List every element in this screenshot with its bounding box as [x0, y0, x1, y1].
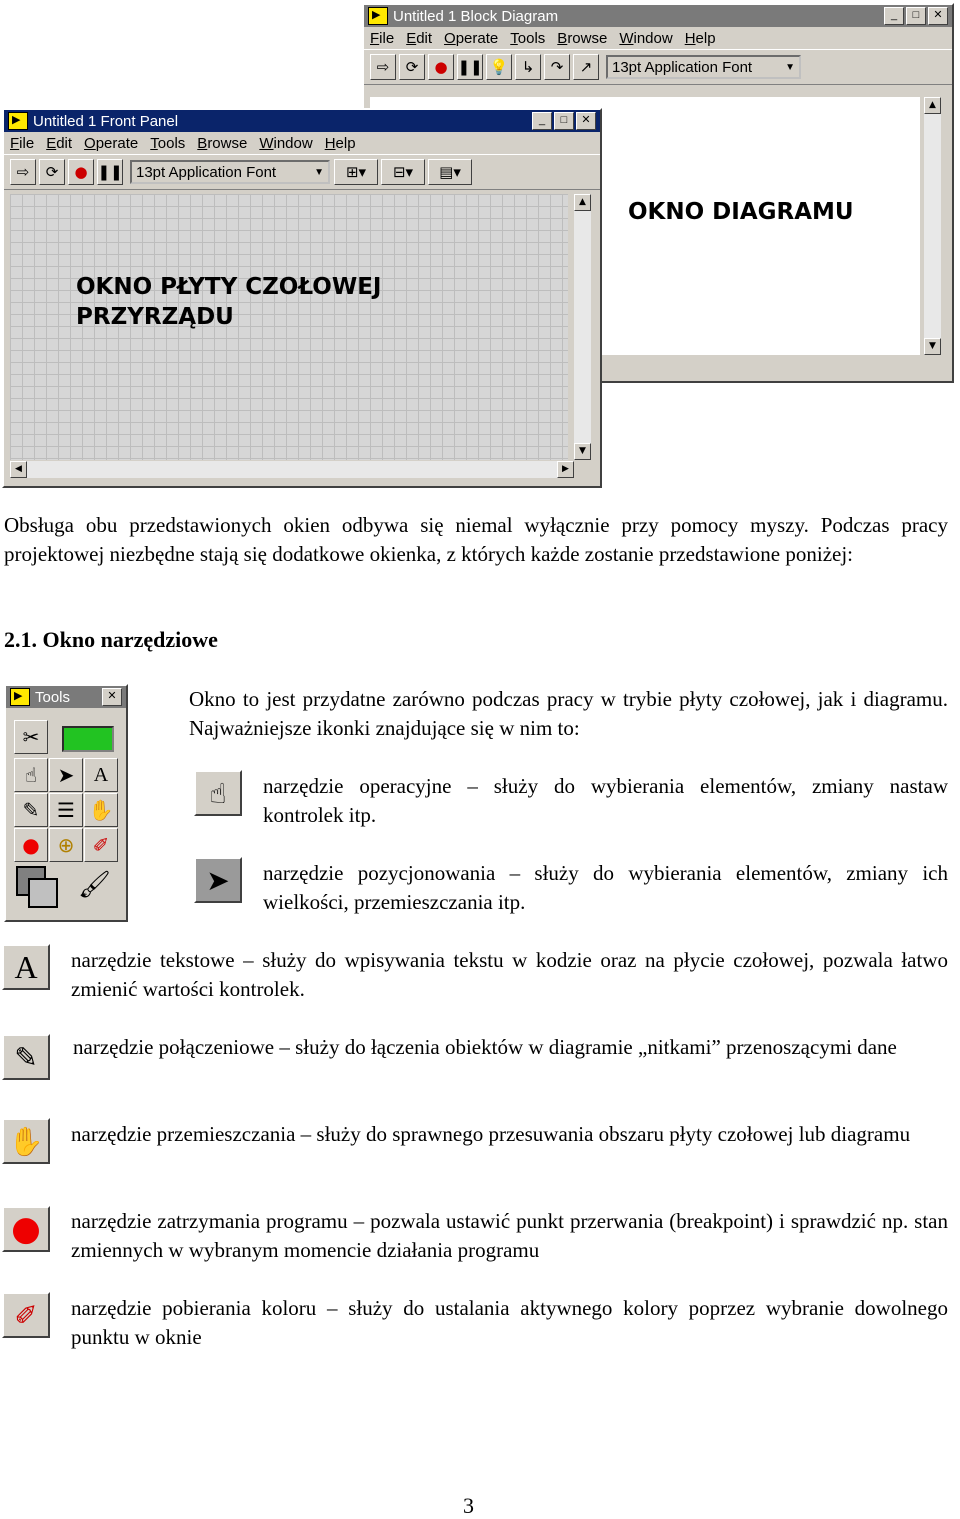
scroll-tool-icon: ✋: [2, 1118, 50, 1164]
scroll-down-icon[interactable]: ▼: [574, 443, 591, 460]
breakpoint-tool-icon[interactable]: ●: [14, 828, 48, 862]
scroll-up-icon[interactable]: ▲: [924, 97, 941, 114]
pause-icon[interactable]: ❚❚: [457, 54, 483, 80]
chevron-down-icon: ▼: [314, 166, 324, 178]
run-arrow-icon[interactable]: ⇨: [370, 54, 396, 80]
maximize-button[interactable]: □: [554, 112, 574, 130]
scroll-left-icon[interactable]: ◀: [10, 461, 27, 478]
tool-color-description: narzędzie pobierania koloru – służy do ustalania aktywnego kolory poprzez wybranie dowolnego punktu w oknie: [71, 1296, 948, 1349]
color-copy-tool-icon[interactable]: ✐: [84, 828, 118, 862]
front-panel-hscroll[interactable]: [10, 461, 574, 478]
scroll-down-icon[interactable]: ▼: [924, 338, 941, 355]
block-diagram-toolbar: [364, 49, 952, 85]
tool-text-description: narzędzie tekstowe – służy do wpisywania tekstu w kodzie oraz na płycie czołowej, pozwala łatwo zmienić wartości kontrolek.: [71, 948, 948, 1001]
front-panel-window[interactable]: [2, 108, 602, 488]
block-diagram-label: OKNO DIAGRAMU: [628, 199, 854, 225]
menu-tools[interactable]: Tools: [510, 29, 546, 47]
front-panel-titlebar[interactable]: [4, 110, 600, 132]
tool-position-description: narzędzie pozycjonowania – służy do wybierania elementów, zmiany ich wielkości, przemieszczania itp.: [263, 861, 948, 914]
operate-tool-icon[interactable]: ☝: [14, 758, 48, 792]
step-out-icon[interactable]: ↗: [573, 54, 599, 80]
front-panel-vscroll[interactable]: [574, 194, 591, 460]
intro-paragraph: Obsługa obu przedstawionych okien odbywa się niemal wyłącznie przy pomocy myszy. Podczas pracy projektowej niezbędne stają się dodatkowe okienka, z których każde zostanie przedstawione poniżej:: [4, 513, 948, 566]
tool-operate-description: narzędzie operacyjne – służy do wybierania elementów, zmiany nastaw kontrolek itp.: [263, 774, 948, 827]
tool-scroll-description: narzędzie przemieszczania – służy do sprawnego przesuwania obszaru płyty czołowej lub diagramu: [71, 1122, 911, 1146]
labview-icon: [10, 688, 30, 706]
close-button[interactable]: ✕: [576, 112, 596, 130]
tools-title: Tools: [35, 688, 71, 706]
tools-grid: [14, 758, 118, 862]
menu-edit[interactable]: Edit: [46, 134, 73, 152]
menu-file[interactable]: File: [370, 29, 395, 47]
menu-window[interactable]: Window: [619, 29, 673, 47]
color-copy-tool-icon: ✐: [2, 1292, 50, 1338]
run-arrow-icon[interactable]: ⇨: [10, 159, 36, 185]
scroll-up-icon[interactable]: ▲: [574, 194, 591, 211]
text-tool-icon: A: [2, 944, 50, 990]
labview-icon: [8, 112, 28, 130]
text-tool-icon[interactable]: A: [84, 758, 118, 792]
block-diagram-titlebar[interactable]: [364, 5, 952, 27]
front-panel-toolbar: [4, 154, 600, 190]
chevron-down-icon: ▼: [785, 61, 795, 73]
align-objects-icon[interactable]: ⊞▾: [334, 159, 378, 185]
distribute-objects-icon[interactable]: ⊟▾: [381, 159, 425, 185]
abort-icon[interactable]: ●: [428, 54, 454, 80]
block-diagram-vscroll[interactable]: [924, 97, 941, 355]
menu-operate[interactable]: Operate: [444, 29, 499, 47]
brush-icon: 🖌: [78, 870, 112, 900]
shortcut-menu-tool-icon[interactable]: ☰: [49, 793, 83, 827]
menu-window[interactable]: Window: [259, 134, 313, 152]
breakpoint-tool-icon: ●: [2, 1206, 50, 1252]
highlight-execution-icon[interactable]: 💡: [486, 54, 512, 80]
scroll-tool-icon[interactable]: ✋: [84, 793, 118, 827]
tools-titlebar[interactable]: [6, 686, 126, 708]
wiring-tool-icon[interactable]: ✎: [14, 793, 48, 827]
menu-browse[interactable]: Browse: [197, 134, 248, 152]
menu-edit[interactable]: Edit: [406, 29, 433, 47]
font-selector[interactable]: 13pt Application Font ▼: [130, 160, 330, 184]
front-panel-title: Untitled 1 Front Panel: [33, 112, 179, 130]
position-tool-icon: ➤: [194, 857, 242, 903]
labview-icon: [368, 7, 388, 25]
close-button[interactable]: ✕: [102, 688, 122, 706]
step-over-icon[interactable]: ↷: [544, 54, 570, 80]
maximize-button[interactable]: □: [906, 7, 926, 25]
front-panel-label: OKNO PŁYTY CZOŁOWEJ PRZYRZĄDU: [76, 274, 382, 330]
automatic-tool-selection-icon[interactable]: ✂: [14, 720, 48, 754]
section-heading: 2.1. Okno narzędziowe: [4, 627, 218, 652]
abort-icon[interactable]: ●: [68, 159, 94, 185]
wiring-tool-icon: ✎: [2, 1034, 50, 1080]
auto-select-led: [62, 726, 114, 752]
operate-tool-icon: ☝: [194, 770, 242, 816]
pause-icon[interactable]: ❚❚: [97, 159, 123, 185]
tool-wiring-description: narzędzie połączeniowe – służy do łączenia obiektów w diagramie „nitkami” przenoszącymi dane: [73, 1035, 897, 1059]
menu-operate[interactable]: Operate: [84, 134, 139, 152]
page-number: 3: [463, 1493, 474, 1518]
color-tool-icon[interactable]: [16, 866, 56, 906]
block-diagram-title: Untitled 1 Block Diagram: [393, 7, 559, 25]
block-diagram-menubar: [364, 27, 952, 49]
run-continuously-icon[interactable]: ⟳: [39, 159, 65, 185]
minimize-button[interactable]: _: [884, 7, 904, 25]
run-continuously-icon[interactable]: ⟳: [399, 54, 425, 80]
step-into-icon[interactable]: ↳: [515, 54, 541, 80]
position-tool-icon[interactable]: ➤: [49, 758, 83, 792]
close-button[interactable]: ✕: [928, 7, 948, 25]
menu-tools[interactable]: Tools: [150, 134, 186, 152]
menu-help[interactable]: Help: [324, 134, 356, 152]
tools-intro-paragraph: Okno to jest przydatne zarówno podczas pracy w trybie płyty czołowej, jak i diagramu. Najważniejsze ikonki znajdujące się w nim to:: [189, 687, 948, 740]
menu-browse[interactable]: Browse: [557, 29, 608, 47]
reorder-objects-icon[interactable]: ▤▾: [428, 159, 472, 185]
scroll-right-icon[interactable]: ▶: [557, 461, 574, 478]
minimize-button[interactable]: _: [532, 112, 552, 130]
tools-palette[interactable]: [4, 684, 128, 922]
tool-breakpoint-description: narzędzie zatrzymania programu – pozwala ustawić punkt przerwania (breakpoint) i sprawdzić np. stan zmiennych w wybranym momencie działania programu: [71, 1209, 948, 1262]
probe-tool-icon[interactable]: ⊕: [49, 828, 83, 862]
menu-file[interactable]: File: [10, 134, 35, 152]
menu-help[interactable]: Help: [684, 29, 716, 47]
front-panel-menubar: [4, 132, 600, 154]
font-selector[interactable]: 13pt Application Font ▼: [606, 55, 801, 79]
